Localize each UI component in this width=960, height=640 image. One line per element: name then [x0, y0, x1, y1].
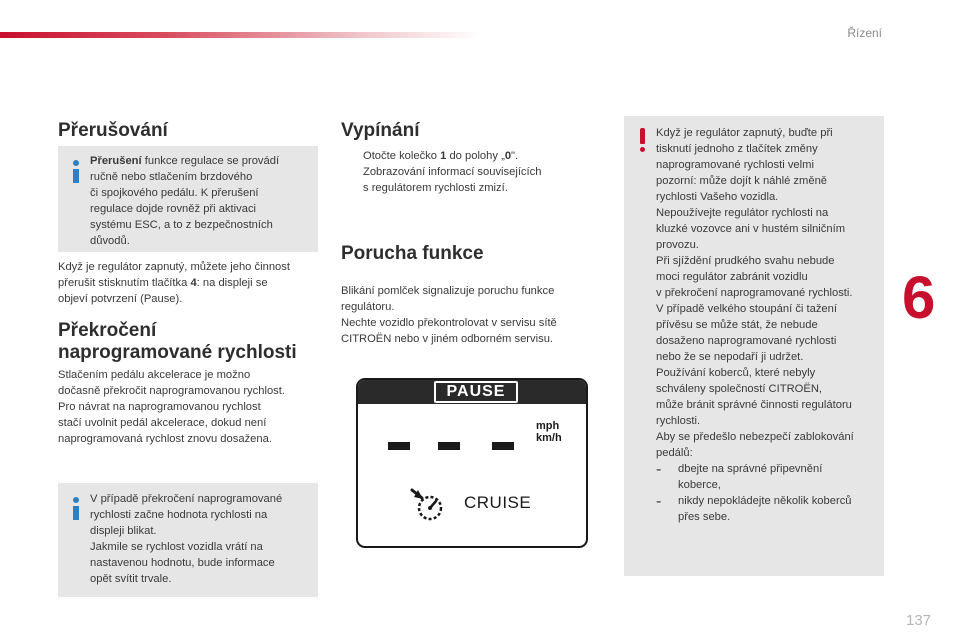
cruise-control-icon: [408, 486, 448, 522]
page-number: 137: [906, 612, 932, 629]
paragraph-overspeed: Stlačením pedálu akcelerace je možno dočasně překročit naprogramovanou rychlost. Pro návrat na naprogramovanou rychlost stačí uvolnit pedál akcelerace, dokud není naprogramovaná rychlost znovu dosažena.: [58, 369, 285, 445]
pause-strip: [356, 378, 588, 404]
bullet-switch-off: Otočte kolečko 1 do polohy „0". Zobrazování informací souvisejících s regulátorem rychlosti zmizí.: [341, 148, 601, 196]
heading-interruption: Přerušování: [58, 120, 168, 141]
cruise-label: CRUISE: [464, 493, 532, 512]
heading-switch-off: Vypínání: [341, 120, 420, 141]
unit-kmh: km/h: [536, 432, 562, 444]
info-icon: [72, 160, 80, 183]
section-title: Řízení: [847, 26, 882, 40]
header-accent-bar: [0, 32, 480, 38]
warning-box: [624, 116, 884, 576]
paragraph-pause: Když je regulátor zapnutý, můžete jeho činnost přerušit stisknutím tlačítka 4: na displeji se objeví potvrzení (Pause).: [58, 261, 290, 305]
cruise-display-illustration: [356, 378, 588, 548]
pause-label: PAUSE: [434, 381, 518, 403]
paragraph-malfunction: Blikání pomlček signalizuje poruchu funkce regulátoru. Nechte vozidlo překontrolovat v servisu sítě CITROËN nebo v jiném odborném servisu.: [341, 285, 557, 345]
heading-overspeed: Překročení naprogramované rychlosti: [58, 320, 297, 363]
list-item: - nikdy nepokládejte několik koberců přes sebe.: [656, 493, 852, 523]
warning-icon: [638, 128, 646, 152]
unit-mph: mph: [536, 420, 560, 432]
info-box-overspeed: [58, 483, 318, 597]
info-box-text: V případě překročení naprogramované rychlosti začne hodnota rychlosti na displeji blikat. Jakmile se rychlost vozidla vrátí na nastavenou hodnotu, bude informace opět svítit trvale.: [90, 493, 283, 585]
bullet-glyph: [341, 148, 363, 196]
info-box-text: Přerušení funkce regulace se provádí ručně nebo stlačením brzdového či spojkového pedálu. K přerušení regulace dojde rovněž při aktivaci systému ESC, a to z bezpečnostních důvodů.: [90, 155, 280, 247]
speed-dash: [388, 442, 410, 450]
info-box-interruption: [58, 146, 318, 252]
warning-text: Když je regulátor zapnutý, buďte při tisknutí jednoho z tlačítek změny naprogramované rychlosti velmi pozorní: může dojít k náhlé změně rychlosti Vašeho vozidla. Nepoužívejte regulátor rychlosti na kluzké vozovce ani v hustém silničním provozu. Při sjíždění prudkého svahu nebude moci regulátor zabránit vozidlu v překročení naprogramované rychlosti. V případě velkého stoupání či tažení přívěsu se může stát, že nebude dosaženo naprogramované rychlosti nebo že se nepodaří ji udržet. Používání koberců, které nebyly schváleny společností CITROËN, může bránit správné činnosti regulátoru rychlosti. Aby se předešlo nebezpečí zablokování pedálů: - dbejte na správné připevnění koberce, - nikdy nepokládejte několik koberců přes sebe.: [656, 125, 874, 525]
speed-dash: [492, 442, 514, 450]
speed-dash: [438, 442, 460, 450]
info-icon: [72, 497, 80, 520]
list-item: - dbejte na správné připevnění koberce,: [656, 461, 823, 491]
chapter-number: 6: [902, 264, 936, 331]
heading-malfunction: Porucha funkce: [341, 243, 484, 264]
